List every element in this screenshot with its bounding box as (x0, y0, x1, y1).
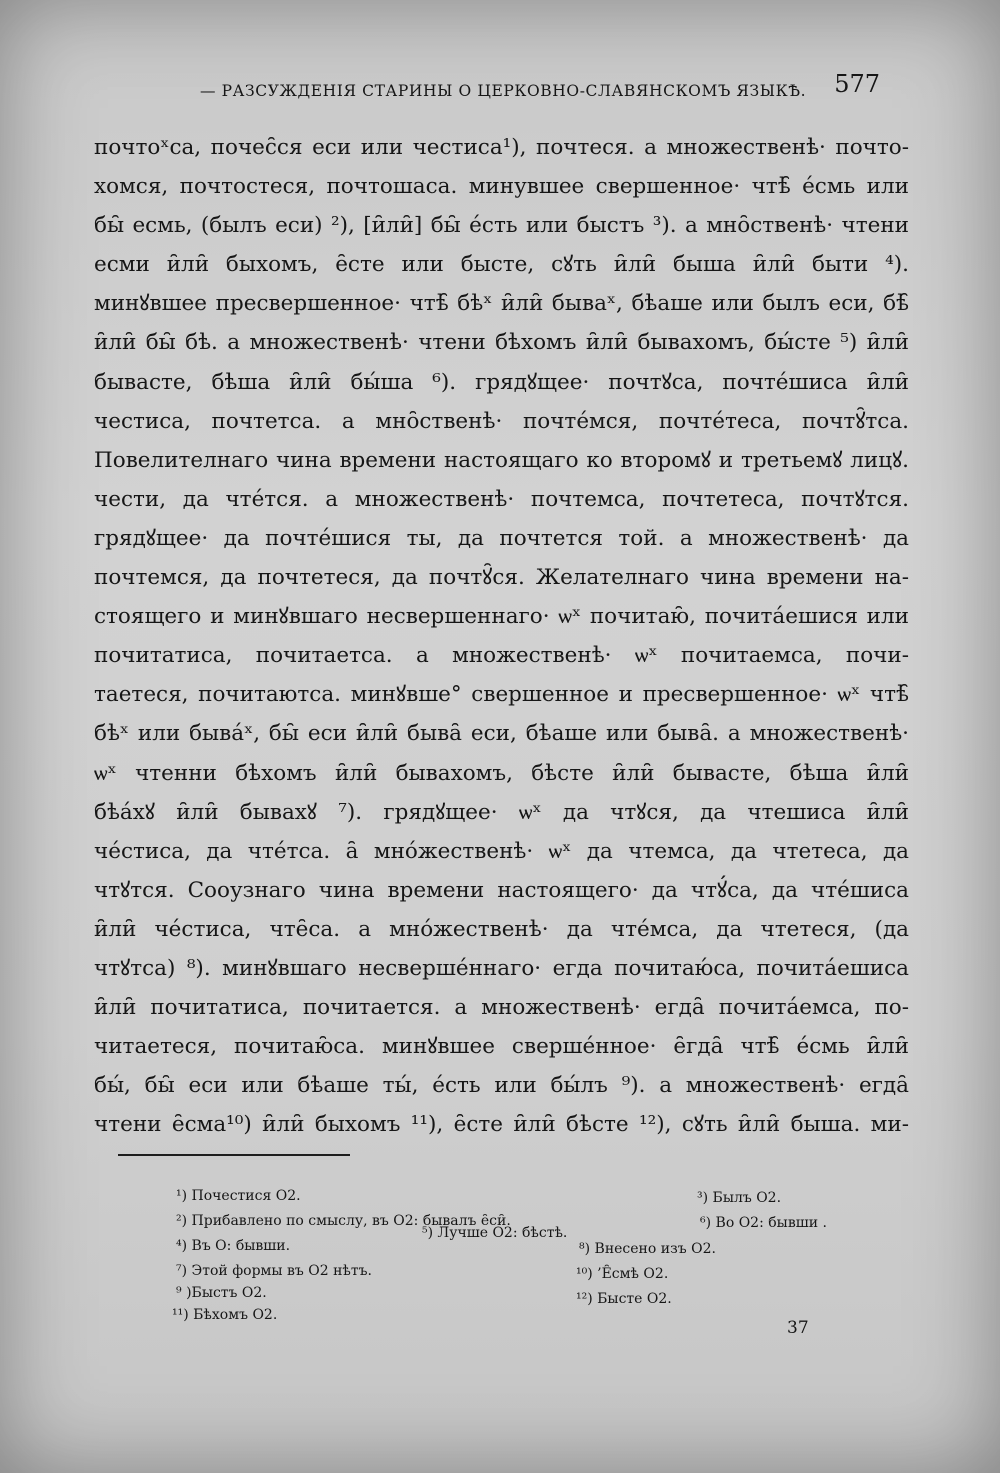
text-line: бы̑ есмь, (былъ еси) ²), [и̑ли̑] бы̑ е́сть или быстъ ³). а мно̑ственѣ· чтени (94, 213, 909, 239)
footnote-10: ¹⁰) ’Е̑смѣ О2. (576, 1266, 669, 1282)
footnote-11: ¹¹) Бѣхомъ О2. (172, 1307, 278, 1323)
text-line: почтемся, да почтетеся, да почтꙋ̑ся. Желателнаго чина времени на- (94, 565, 909, 591)
text-line: Повелителнаго чина времени настоящаго ко второмꙋ и третьемꙋ лицꙋ. (94, 447, 909, 473)
footnote-4: ⁴) Въ О: бывши. (176, 1238, 291, 1254)
text-line: стоящего и минꙋвшаго несвершеннаго· ѡˣ почитаю̑, почита́ешися или (94, 604, 909, 630)
text-line: и̑ли̑ бы̑ бѣ. а множественѣ· чтени бѣхомъ и̑ли̑ бываxомъ, бы́сте ⁵) и̑ли̑ (94, 330, 909, 356)
text-line: минꙋвшее пресвершенное· чтѣ̑ бѣˣ и̑ли̑ бываˣ, бѣаше или былъ еси, бѣ̑ (94, 291, 909, 317)
text-line: бѣˣ или быва́ˣ, бы̑ еси и̑ли̑ быва̑ еси, бѣаше или быва̑. а множественѣ· (94, 721, 909, 747)
footnote-8: ⁸) Внесено изъ О2. (579, 1241, 716, 1257)
footnote-3: ³) Былъ О2. (697, 1190, 782, 1206)
text-line: почитатиса, почитаетса. а множественѣ· ѡˣ почитаемса, почи- (94, 643, 909, 669)
text-line: честиса, почтетса. а мно̑ственѣ· почте́мся, почте́теса, почтꙋ̑тса. (94, 408, 909, 434)
text-line: бываcте, бѣша и̑ли̑ бы́ша ⁶). грядꙋщее· почтꙋса, почте́шиса и̑ли̑ (94, 369, 909, 395)
text-line: чтени е̑сма¹⁰) и̑ли̑ быхомъ ¹¹), е̑сте и̑ли̑ бѣсте ¹²), сꙋть и̑ли̑ быша. ми- (94, 1112, 909, 1138)
text-line: и̑ли̑ че́стиса, чте̑са. а мно́жественѣ· да чте́мса, да чтетеся, (да (94, 916, 909, 942)
footnote-9: ⁹ )Быстъ О2. (176, 1285, 267, 1301)
text-line: есми и̑ли̑ быхомъ, е̑сте или бысте, сꙋть и̑ли̑ быша и̑ли̑ быти ⁴). (94, 252, 909, 278)
text-line: бы́, бы̑ еси или бѣаше ты́, е́сть или бы́лъ ⁹). а множественѣ· егда̑ (94, 1073, 909, 1099)
footnote-12: ¹²) Бысте О2. (576, 1291, 672, 1307)
footnote-2: ²) Прибавлено по смыслу, въ О2: бывалъ е̑си̑. (176, 1213, 511, 1229)
text-line: и̑ли̑ почитатиса, почитается. а множественѣ· егда̑ почита́емса, по- (94, 995, 909, 1021)
text-line: таетеся, почитаютса. минꙋвше° свершенное и пресвершенное· ѡˣ чтѣ̑ (94, 682, 909, 708)
text-line: чтꙋтса) ⁸). минꙋвшаго несверше́ннаго· егда почитаю́са, почита́ешиса (94, 955, 909, 981)
running-title: — РАЗСУЖДЕНІЯ СТАРИНЫ О ЦЕРКОВНО-СЛАВЯНСКОМЪ ЯЗЫКѢ. (200, 82, 807, 100)
footnote-separator (118, 1154, 350, 1156)
page-number: 577 (834, 70, 880, 98)
text-line: читаетеся, почитаю̑са. минꙋвшее сверше́нное· е̑гда̑ чтѣ̑ е́смь и̑ли̑ (94, 1034, 909, 1060)
text-line: ѡˣ чтенни бѣхомъ и̑ли̑ бывахомъ, бѣсте и̑ли̑ бываcте, бѣша и̑ли̑ (94, 760, 909, 786)
text-line: почтоˣса, почес̑ся еси или честиса¹), почтеся. а множественѣ· почто- (94, 135, 909, 160)
page-header (200, 70, 880, 110)
footnote-6: ⁶) Во О2: бывши . (700, 1215, 827, 1231)
footnote-7: ⁷) Этой формы въ О2 нѣтъ. (176, 1263, 372, 1279)
text-line: бѣа́хꙋ и̑ли̑ бывахꙋ ⁷). грядꙋщее· ѡˣ да чтꙋся, да чтешиса и̑ли̑ (94, 799, 909, 825)
text-line: грядꙋщее· да почте́шися ты, да почтется той. а множественѣ· да (94, 525, 909, 551)
text-line: чести, да чте́тся. а множественѣ· почтемса, почтетеса, почтꙋтся. (94, 486, 909, 512)
text-line: че́стиса, да чте́тса. а̑ мно́жественѣ· ѡˣ да чтемса, да чтетеса, да (94, 838, 909, 864)
text-line: хомся, почтостеся, почтошаса. минувшее свершенное· чтѣ̑ е́смь или (94, 174, 909, 200)
footnote-1: ¹) Почестися О2. (176, 1188, 301, 1204)
text-line: чтꙋтся. Соoузнаго чина времени настоящего· да чтꙋ́са, да чте́шиса (94, 877, 909, 903)
footnote-5: ⁵) Лучше О2: бѣстѣ. (422, 1225, 568, 1241)
body-text (94, 128, 909, 1144)
sheet-number: 37 (787, 1318, 809, 1338)
